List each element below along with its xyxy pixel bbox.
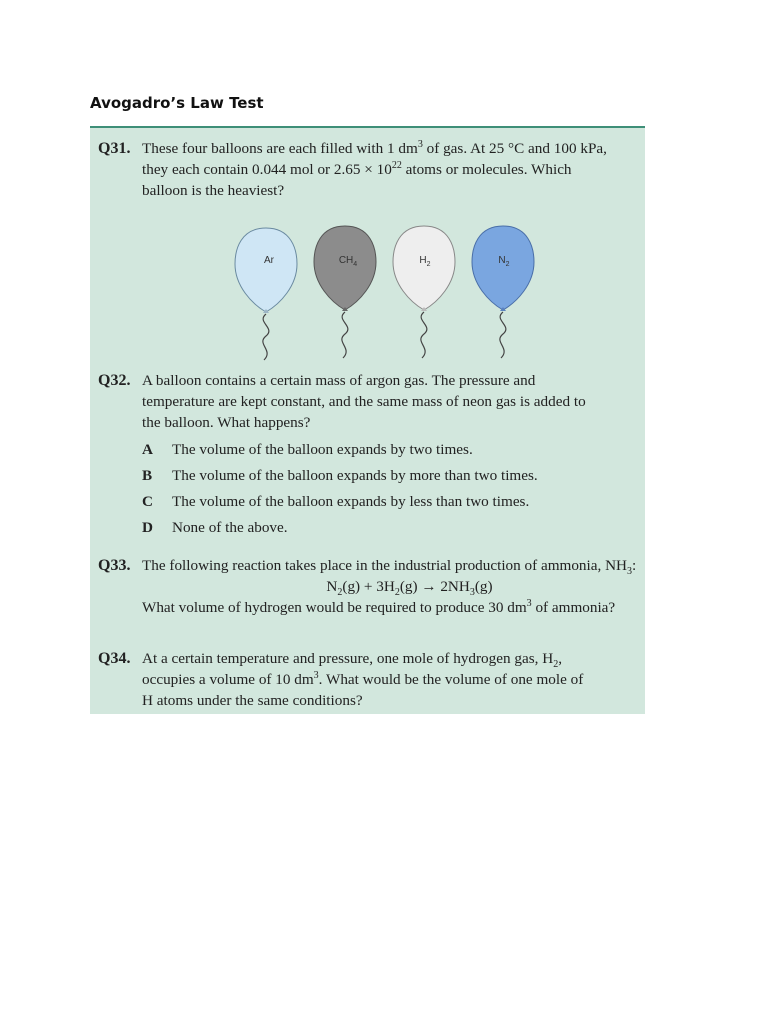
balloon-label-ch4: $CH_4$	[338, 255, 358, 268]
text-line: H atoms under the same conditions?	[142, 692, 363, 709]
question-number: Q32.	[98, 372, 131, 389]
question-33	[98, 555, 637, 618]
question-panel	[90, 126, 645, 714]
question-number: Q31.	[98, 140, 131, 157]
question-text: The following reaction takes place in the industrial production of ammonia, $NH_3$: $N_2(g) + 3H_2(g) \to 2NH_3(g)$ What volume of hydrogen would be required to produce 30 $dm^3$ of ammonia?	[142, 557, 637, 616]
question-32	[98, 370, 637, 543]
reaction-equation: $N_2(g) + 3H_2(g) \to 2NH_3(g)$	[326, 578, 493, 599]
question-34	[98, 648, 637, 711]
text-line: The following reaction takes place in the industrial production of ammonia, NH	[142, 557, 628, 574]
text-line: These four balloons are each filled with 1 dm	[142, 140, 418, 157]
question-number: Q34.	[98, 650, 131, 667]
text-line: of gas. At 25 °C and 100 kPa,	[422, 140, 607, 157]
balloon-label-ar: Ar	[264, 255, 274, 266]
text-line: they each contain 0.044 mol or 2.65 × 10	[142, 161, 392, 178]
superscript: 3	[417, 138, 423, 150]
question-31	[98, 138, 637, 201]
question-text	[142, 370, 637, 543]
balloon-h2	[393, 226, 455, 358]
text-line: A balloon contains a certain mass of argon gas. The pressure and	[142, 372, 536, 389]
text-line: occupies a volume of 10 dm	[142, 671, 314, 688]
text-line: balloon is the heaviest?	[142, 182, 285, 199]
balloon-label-h2: $H_2$	[419, 255, 431, 268]
balloon-ar	[235, 228, 297, 360]
option-d: D None of the above.	[142, 519, 288, 536]
balloon-ch4	[314, 226, 376, 358]
question-text	[142, 138, 637, 201]
question-text: At a certain temperature and pressure, one mole of hydrogen gas, $H_2$, occupies a volume of 10 $dm^3$. What would be the volume of one mole of H atoms under the same conditions?	[142, 648, 637, 711]
option-b: B The volume of the balloon expands by more than two times.	[142, 467, 538, 484]
question-number: Q33.	[98, 557, 131, 574]
option-a: A The volume of the balloon expands by two times.	[142, 441, 473, 458]
option-c: C The volume of the balloon expands by less than two times.	[142, 493, 530, 510]
text-line: the balloon. What happens?	[142, 414, 311, 431]
superscript: 22	[391, 159, 402, 171]
text-line: atoms or molecules. Which	[401, 161, 572, 178]
balloon-illustration	[90, 216, 645, 366]
text-line: At a certain temperature and pressure, one mole of hydrogen gas, H	[142, 650, 554, 667]
balloon-n2	[472, 226, 534, 358]
text-line: What volume of hydrogen would be required to produce 30 dm	[142, 599, 527, 616]
balloon-label-n2: $N_2$	[498, 255, 510, 268]
page-title: Avogadro’s Law Test	[90, 94, 264, 112]
text-line: temperature are kept constant, and the same mass of neon gas is added to	[142, 393, 586, 410]
